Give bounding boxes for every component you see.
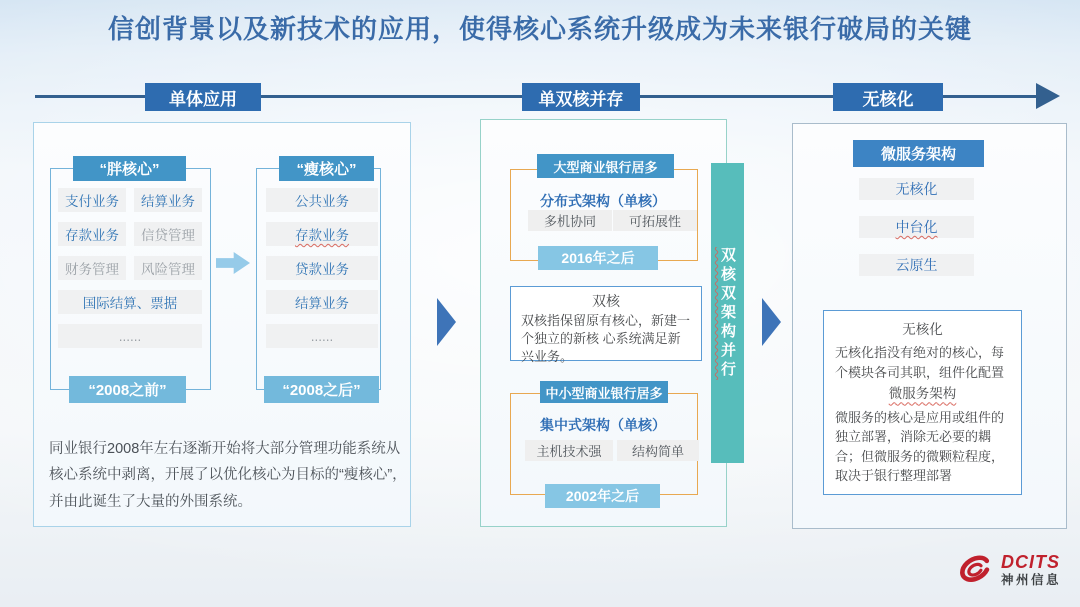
list-item: 主机技术强	[525, 440, 613, 461]
microservice-title-label: 微服务架构	[888, 386, 957, 402]
page-title: 信创背景以及新技术的应用，使得核心系统升级成为未来银行破局的关键	[107, 14, 972, 44]
dual-core-title: 双核	[592, 293, 620, 309]
list-item-label: 中台化	[895, 219, 938, 235]
large-banks-footer: 2016年之后	[538, 246, 658, 270]
list-item: 可拓展性	[613, 210, 697, 231]
logo-company: 神州信息	[1001, 573, 1062, 588]
list-item: 结构简单	[617, 440, 699, 461]
dcits-swirl-icon	[956, 551, 996, 589]
list-item: 结算业务	[266, 290, 378, 314]
dual-core-body: 双核指保留原有核心，新建一个独立的新核 心系统满足新兴业务。	[521, 313, 691, 365]
panel-coreless	[792, 123, 1067, 529]
logo-name: DCITS	[1001, 552, 1060, 573]
coreless-detail-box	[823, 310, 1022, 495]
microservice-title	[835, 384, 1010, 404]
dual-core-dual-architecture-bar	[711, 163, 744, 463]
list-item: 贷款业务	[266, 256, 378, 280]
dual-core-dual-architecture-label: 双核双架构并行	[719, 246, 736, 380]
list-item: 国际结算、票据	[58, 290, 202, 314]
list-item: 财务管理	[58, 256, 126, 280]
timeline-arrowhead-icon	[1036, 83, 1060, 109]
monolithic-note: 同业银行2008年左右逐渐开始将大部分管理功能系统从核心系统中剥离，开展了以优化核心为目标的“瘦核心”，并由此诞生了大量的外围系统。	[49, 441, 407, 510]
stage-arrow-icon	[437, 298, 456, 346]
large-banks-architecture: 分布式架构（单核）	[540, 193, 666, 209]
right-arrow-icon	[216, 252, 250, 274]
panel-monolithic	[33, 122, 411, 527]
stage-arrow-icon	[762, 298, 781, 346]
small-banks-header: 中小型商业银行居多	[540, 381, 668, 403]
company-logo	[956, 551, 1061, 589]
microservice-header: 微服务架构	[853, 140, 984, 167]
coreless-title: 无核化	[902, 322, 943, 337]
thin-core-footer: “2008之后”	[264, 376, 379, 403]
timeline-stage-coreless: 无核化	[833, 83, 943, 111]
list-item: 公共业务	[266, 188, 378, 212]
timeline-stage-monolithic: 单体应用	[145, 83, 261, 111]
list-item: 结算业务	[134, 188, 202, 212]
large-banks-header: 大型商业银行居多	[537, 154, 674, 178]
list-item: 多机协同	[528, 210, 612, 231]
list-item: 存款业务	[58, 222, 126, 246]
microservice-body: 微服务的核心是应用或组件的独立部署，消除无必要的耦合；但微服务的微颗粒程度，取决于银行整理部署	[835, 409, 1005, 483]
panel-dual-core	[480, 119, 727, 527]
dual-core-note-box	[510, 286, 702, 365]
list-item: 风险管理	[134, 256, 202, 280]
thin-core-items	[266, 188, 378, 348]
list-item	[266, 222, 378, 246]
list-item: ......	[58, 324, 202, 348]
coreless-body: 无核化指没有绝对的核心，每个模块各司其职，组件化配置	[835, 345, 1005, 380]
small-banks-architecture: 集中式架构（单核）	[540, 417, 666, 433]
list-item: 支付业务	[58, 188, 126, 212]
list-item: ......	[266, 324, 378, 348]
fat-core-footer: “2008之前”	[69, 376, 186, 403]
thin-core-header: “瘦核心”	[279, 156, 374, 181]
timeline-stage-single-dual-core: 单双核并存	[522, 83, 640, 111]
list-item	[859, 216, 974, 238]
fat-core-items	[58, 188, 202, 348]
list-item: 云原生	[859, 254, 974, 276]
list-item: 无核化	[859, 178, 974, 200]
logo-text	[1001, 553, 1061, 587]
fat-core-header: “胖核心”	[73, 156, 186, 181]
list-item-label: 存款业务	[295, 228, 349, 243]
small-banks-footer: 2002年之后	[545, 484, 660, 508]
list-item: 信贷管理	[134, 222, 202, 246]
